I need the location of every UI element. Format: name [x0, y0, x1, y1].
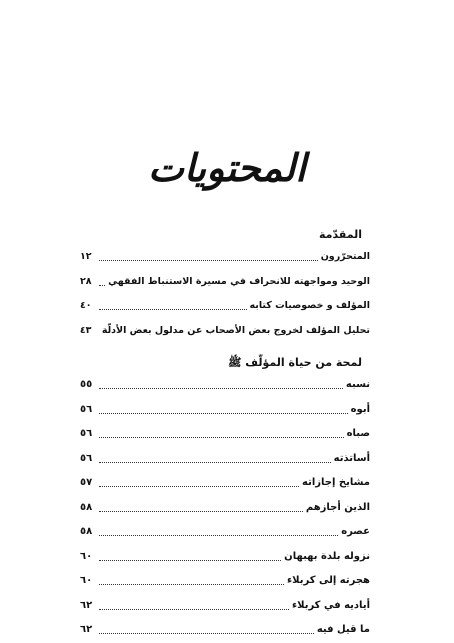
toc-entry-label: أساتذته	[333, 452, 370, 464]
dot-leader	[99, 608, 289, 610]
toc-entry[interactable]	[80, 520, 370, 545]
toc-entry-label: نسبه	[345, 379, 370, 390]
dot-leader	[99, 259, 318, 261]
toc-entry[interactable]	[80, 270, 370, 295]
dot-leader	[99, 632, 314, 634]
toc-entry-label: أياديه في كربلاء	[291, 599, 370, 611]
section-heading: لمحة من حياة المؤلّف ﷺ	[228, 356, 362, 369]
toc-entry-label: المؤلف و خصوصيات كتابه	[249, 300, 370, 311]
toc-entry-label: نزوله بلدة بهبهان	[284, 550, 370, 562]
dot-leader	[99, 485, 299, 487]
toc-entry-label: تحليل المؤلف لخروج بعض الأصحاب عن مدلول بعض الأدلّة	[101, 324, 370, 336]
dot-leader	[99, 559, 281, 561]
toc-entry-page: ٥٦	[80, 452, 93, 464]
toc-entry-page: ٥٨	[80, 526, 93, 537]
toc-entry-page: ١٢	[80, 251, 92, 262]
dot-leader	[99, 436, 344, 438]
toc-entry-page: ٥٦	[80, 403, 93, 415]
toc-entry[interactable]	[80, 422, 370, 447]
toc-entry[interactable]	[80, 594, 370, 619]
toc-entry-label: أبوه	[350, 403, 370, 415]
toc-entry-page: ٦٢	[80, 599, 93, 611]
toc-entry-page: ٦٠	[80, 550, 93, 562]
toc-section-biography	[80, 353, 370, 643]
toc-entry[interactable]	[80, 545, 370, 570]
dot-leader	[99, 534, 338, 536]
toc-entry-page: ٢٨	[80, 275, 92, 287]
toc-section-introduction	[80, 225, 370, 343]
dot-leader	[99, 583, 284, 585]
table-of-contents	[80, 225, 370, 643]
toc-entry-page: ٤٣	[79, 324, 92, 336]
toc-entry-page: ٥٥	[80, 379, 93, 390]
toc-entry[interactable]	[80, 398, 370, 423]
toc-entry-page: ٥٦	[80, 428, 93, 439]
toc-entry-page: ٤٠	[80, 300, 92, 311]
toc-entry-label: الوحيد ومواجهته للانحراف في مسيرة الاستنباط الفقهي	[108, 275, 370, 287]
toc-entry-label: هجرته إلى كربلاء	[287, 575, 370, 586]
section-heading: المقدّمة	[318, 228, 362, 241]
dot-leader	[99, 284, 105, 286]
toc-entry[interactable]	[80, 618, 370, 643]
dot-leader	[99, 387, 343, 389]
dot-leader	[99, 510, 303, 512]
toc-entry[interactable]	[80, 569, 370, 594]
toc-entry[interactable]	[80, 496, 370, 521]
toc-entry[interactable]	[80, 245, 370, 270]
dot-leader	[99, 461, 331, 463]
toc-entry[interactable]	[80, 294, 370, 319]
section-spacer	[80, 343, 370, 353]
toc-entry[interactable]	[80, 319, 370, 344]
toc-entry-page: ٥٧	[80, 477, 93, 488]
toc-entry-label: ما قيل فيه	[316, 624, 370, 635]
toc-entry-page: ٦٠	[80, 575, 93, 586]
toc-entry[interactable]	[80, 373, 370, 398]
toc-entry-label: الذين أجازهم	[305, 501, 370, 513]
dot-leader	[99, 412, 348, 414]
toc-entry-label: عصره	[341, 526, 370, 537]
toc-entry[interactable]	[80, 447, 370, 472]
toc-entry-page: ٥٨	[80, 501, 93, 513]
toc-entry-page: ٦٢	[80, 624, 93, 635]
toc-entry-label: المتحرّرون	[320, 251, 370, 262]
toc-entry[interactable]	[80, 471, 370, 496]
page-title: المحتويات	[148, 145, 306, 190]
toc-entry-label: صباه	[346, 428, 370, 439]
dot-leader	[99, 308, 247, 310]
toc-entry-label: مشايخ إجازاته	[302, 477, 370, 488]
